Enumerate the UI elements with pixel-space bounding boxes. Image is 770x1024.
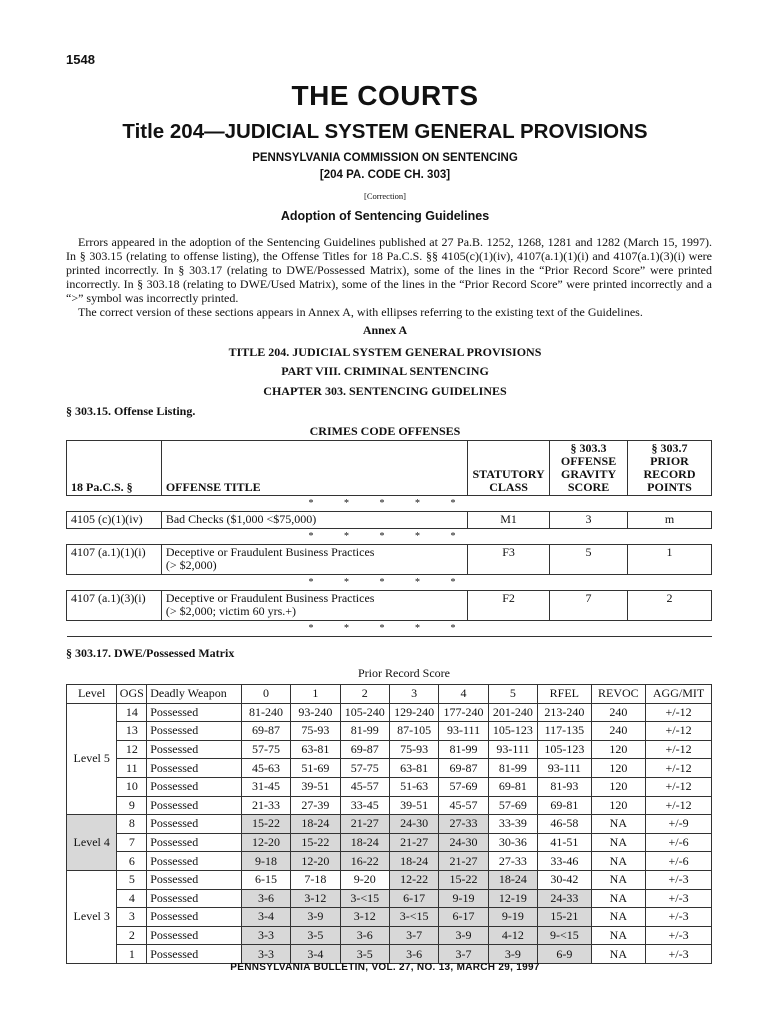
matrix-value-cell: +/-3 [646,870,712,889]
deadly-weapon-cell: Possessed [147,926,242,945]
crimes-code-heading: CRIMES CODE OFFENSES [309,424,461,438]
matrix-value-cell: 18-24 [389,852,438,871]
matrix-header-cell: OGS [117,685,147,704]
matrix-header-cell: 2 [340,685,389,704]
matrix-value-cell: 93-111 [538,759,591,778]
table-row [67,545,712,575]
dwe-possessed-matrix [66,684,712,964]
matrix-value-cell: NA [591,926,646,945]
matrix-value-cell: +/-6 [646,852,712,871]
deadly-weapon-cell: Possessed [147,870,242,889]
ogs-cell: 9 [117,796,147,815]
matrix-header-cell: 1 [291,685,340,704]
matrix-value-cell: 45-57 [340,777,389,796]
matrix-value-cell: 9-19 [439,889,488,908]
matrix-value-cell: 57-75 [241,740,290,759]
matrix-value-cell: 27-33 [439,815,488,834]
table-row [67,815,712,834]
intro-paragraph: Errors appeared in the adoption of the Sentencing Guidelines published at 27 Pa.B. 1252, 1268, 1281 and 1282 (March 15, 1997). In § 303.15 (relating to offense listing), the Offense Titles for 18 Pa.C.S. §§ 4105(c)(1)(iv), 4107(a.1)(1)(i) and 4107(a.1)(3)(i) were printed incorrectly. In § 303.17 (relating to DWE/Possessed Matrix), some of the lines in the “Prior Record Score” were printed incorrectly. In § 303.18 (relating to DWE/Used Matrix), some of the lines in the “Prior Record Score” were printed incorrectly and a “>” symbol was incorrectly printed. [66,235,712,305]
code-heading: [204 PA. CODE CH. 303] [319,169,451,181]
matrix-value-cell: 27-33 [488,852,537,871]
matrix-value-cell: 18-24 [488,870,537,889]
level-cell: Level 5 [67,703,117,815]
matrix-value-cell: 75-93 [389,740,438,759]
matrix-header-cell: 0 [241,685,290,704]
ogs-cell: 5 [117,870,147,889]
matrix-value-cell: 41-51 [538,833,591,852]
offense-title-cell: Deceptive or Fraudulent Business Practices (> $2,000) [161,545,467,575]
deadly-weapon-cell: Possessed [147,740,242,759]
matrix-value-cell: 15-21 [538,908,591,927]
matrix-value-cell: 69-87 [340,740,389,759]
matrix-value-cell: +/-9 [646,815,712,834]
matrix-value-cell: +/-3 [646,926,712,945]
matrix-value-cell: 81-99 [340,722,389,741]
chapter-line: CHAPTER 303. SENTENCING GUIDELINES [263,384,507,398]
matrix-value-cell: 6-17 [439,908,488,927]
ogs-cell: 13 [117,722,147,741]
annex-heading: Annex A [362,323,408,337]
ellipsis-row: * * * * * [67,575,712,591]
matrix-value-cell: NA [591,815,646,834]
matrix-value-cell: +/-12 [646,740,712,759]
matrix-value-cell: 39-51 [389,796,438,815]
table-row [67,889,712,908]
matrix-value-cell: 6-17 [389,889,438,908]
table-row [67,945,712,964]
ogs-cell: 14 [117,703,147,722]
matrix-value-cell: 3-4 [291,945,340,964]
deadly-weapon-cell: Possessed [147,945,242,964]
matrix-value-cell: +/-12 [646,759,712,778]
deadly-weapon-cell: Possessed [147,908,242,927]
matrix-value-cell: 39-51 [291,777,340,796]
matrix-value-cell: NA [591,833,646,852]
ogs-cell: 12 [117,740,147,759]
matrix-value-cell: 51-69 [291,759,340,778]
level-cell: Level 4 [67,815,117,871]
matrix-value-cell: 9-20 [340,870,389,889]
table-row [67,759,712,778]
matrix-value-cell: 4-12 [488,926,537,945]
matrix-value-cell: 81-99 [488,759,537,778]
matrix-value-cell: 33-45 [340,796,389,815]
matrix-value-cell: NA [591,908,646,927]
offense-table [66,440,712,637]
part-line: PART VIII. CRIMINAL SENTENCING [281,364,489,378]
matrix-value-cell: 9-19 [488,908,537,927]
table-row [67,833,712,852]
matrix-value-cell: 105-240 [340,703,389,722]
matrix-value-cell: 120 [591,759,646,778]
matrix-header-cell: 3 [389,685,438,704]
statute-cell: 4105 (c)(1)(iv) [67,512,162,529]
matrix-value-cell: 3-<15 [340,889,389,908]
matrix-value-cell: 33-39 [488,815,537,834]
gravity-cell: 5 [550,545,628,575]
class-cell: F3 [468,545,550,575]
matrix-value-cell: 3-3 [241,926,290,945]
matrix-value-cell: 12-22 [389,870,438,889]
deadly-weapon-cell: Possessed [147,889,242,908]
matrix-value-cell: 3-7 [389,926,438,945]
matrix-value-cell: 120 [591,796,646,815]
matrix-header-cell: REVOC [591,685,646,704]
matrix-value-cell: 120 [591,777,646,796]
matrix-value-cell: 57-69 [488,796,537,815]
matrix-value-cell: 6-15 [241,870,290,889]
statute-cell: 4107 (a.1)(1)(i) [67,545,162,575]
gravity-cell: 7 [550,591,628,621]
matrix-value-cell: 69-87 [241,722,290,741]
points-cell: 2 [628,591,712,621]
matrix-value-cell: 30-42 [538,870,591,889]
matrix-value-cell: 69-87 [439,759,488,778]
matrix-value-cell: 12-19 [488,889,537,908]
matrix-value-cell: 16-22 [340,852,389,871]
header-prior-points: § 303.7 PRIOR RECORD POINTS [628,441,712,496]
matrix-value-cell: 87-105 [389,722,438,741]
matrix-value-cell: 3-3 [241,945,290,964]
matrix-value-cell: 9-18 [241,852,290,871]
table-row [67,722,712,741]
matrix-header-cell: RFEL [538,685,591,704]
deadly-weapon-cell: Possessed [147,759,242,778]
table-row [67,740,712,759]
offense-title-cell: Bad Checks ($1,000 <$75,000) [161,512,467,529]
commission-heading: PENNSYLVANIA COMMISSION ON SENTENCING [252,152,518,164]
matrix-value-cell: 3-5 [340,945,389,964]
section-title: THE COURTS [291,80,479,111]
matrix-value-cell: 3-12 [291,889,340,908]
matrix-value-cell: 46-58 [538,815,591,834]
matrix-value-cell: 15-22 [439,870,488,889]
matrix-value-cell: +/-12 [646,703,712,722]
matrix-value-cell: 31-45 [241,777,290,796]
matrix-value-cell: 117-135 [538,722,591,741]
matrix-value-cell: 24-30 [389,815,438,834]
ellipsis-row: * * * * * [67,496,712,512]
table-row [67,908,712,927]
matrix-value-cell: 75-93 [291,722,340,741]
matrix-value-cell: 69-81 [538,796,591,815]
matrix-value-cell: NA [591,852,646,871]
deadly-weapon-cell: Possessed [147,796,242,815]
matrix-value-cell: 9-<15 [538,926,591,945]
matrix-value-cell: +/-3 [646,889,712,908]
matrix-value-cell: 81-93 [538,777,591,796]
matrix-header-cell: Deadly Weapon [147,685,242,704]
ellipsis-row: * * * * * [67,529,712,545]
deadly-weapon-cell: Possessed [147,722,242,741]
matrix-value-cell: 3-7 [439,945,488,964]
matrix-value-cell: NA [591,870,646,889]
matrix-value-cell: 21-27 [389,833,438,852]
section-303-17-heading: § 303.17. DWE/Possessed Matrix [66,646,235,660]
matrix-value-cell: 24-33 [538,889,591,908]
matrix-value-cell: 201-240 [488,703,537,722]
matrix-value-cell: 27-39 [291,796,340,815]
offense-header-row [67,441,712,496]
matrix-value-cell: 120 [591,740,646,759]
matrix-value-cell: 63-81 [291,740,340,759]
table-row [67,926,712,945]
matrix-value-cell: 45-63 [241,759,290,778]
matrix-value-cell: 240 [591,722,646,741]
adoption-heading: Adoption of Sentencing Guidelines [280,209,490,223]
matrix-value-cell: 213-240 [538,703,591,722]
ogs-cell: 6 [117,852,147,871]
header-class: STATUTORY CLASS [468,441,550,496]
deadly-weapon-cell: Possessed [147,777,242,796]
matrix-value-cell: +/-12 [646,796,712,815]
matrix-value-cell: 18-24 [291,815,340,834]
table-row [67,512,712,529]
matrix-value-cell: 3-9 [488,945,537,964]
section-303-15-heading: § 303.15. Offense Listing. [66,404,196,418]
matrix-value-cell: 24-30 [439,833,488,852]
matrix-value-cell: 3-4 [241,908,290,927]
header-gravity: § 303.3 OFFENSE GRAVITY SCORE [550,441,628,496]
matrix-value-cell: 15-22 [241,815,290,834]
deadly-weapon-cell: Possessed [147,815,242,834]
matrix-value-cell: 81-240 [241,703,290,722]
matrix-value-cell: +/-12 [646,777,712,796]
matrix-value-cell: 15-22 [291,833,340,852]
header-statute: 18 Pa.C.S. § [67,441,162,496]
matrix-value-cell: NA [591,889,646,908]
matrix-value-cell: 33-46 [538,852,591,871]
deadly-weapon-cell: Possessed [147,852,242,871]
matrix-value-cell: +/-3 [646,908,712,927]
matrix-value-cell: 3-9 [291,908,340,927]
matrix-value-cell: +/-3 [646,945,712,964]
ogs-cell: 4 [117,889,147,908]
matrix-value-cell: 129-240 [389,703,438,722]
matrix-value-cell: 105-123 [488,722,537,741]
matrix-value-cell: 51-63 [389,777,438,796]
table-row [67,796,712,815]
matrix-value-cell: 6-9 [538,945,591,964]
points-cell: 1 [628,545,712,575]
matrix-value-cell: 21-27 [439,852,488,871]
matrix-value-cell: 3-<15 [389,908,438,927]
table-row [67,703,712,722]
correction-note: [Correction] [363,191,406,201]
ogs-cell: 3 [117,908,147,927]
ogs-cell: 11 [117,759,147,778]
ogs-cell: 2 [117,926,147,945]
ogs-cell: 1 [117,945,147,964]
matrix-value-cell: 12-20 [241,833,290,852]
matrix-header-cell: Level [67,685,117,704]
ogs-cell: 10 [117,777,147,796]
matrix-value-cell: 69-81 [488,777,537,796]
matrix-value-cell: 3-6 [340,926,389,945]
class-cell: F2 [468,591,550,621]
matrix-value-cell: NA [591,945,646,964]
subtitle: Title 204—JUDICIAL SYSTEM GENERAL PROVISIONS [122,120,648,143]
page-number: 1548 [66,52,95,67]
table-row [67,591,712,621]
matrix-header-cell: 5 [488,685,537,704]
matrix-value-cell: 7-18 [291,870,340,889]
matrix-value-cell: 93-111 [488,740,537,759]
deadly-weapon-cell: Possessed [147,833,242,852]
class-cell: M1 [468,512,550,529]
matrix-value-cell: 177-240 [439,703,488,722]
matrix-value-cell: +/-12 [646,722,712,741]
table-row [67,852,712,871]
statute-cell: 4107 (a.1)(3)(i) [67,591,162,621]
gravity-cell: 3 [550,512,628,529]
matrix-value-cell: 3-6 [241,889,290,908]
title-line: TITLE 204. JUDICIAL SYSTEM GENERAL PROVISIONS [228,345,542,359]
matrix-value-cell: 12-20 [291,852,340,871]
ellipsis-row: * * * * * [67,621,712,637]
matrix-value-cell: 93-240 [291,703,340,722]
matrix-value-cell: 63-81 [389,759,438,778]
matrix-value-cell: 240 [591,703,646,722]
matrix-value-cell: 93-111 [439,722,488,741]
deadly-weapon-cell: Possessed [147,703,242,722]
matrix-value-cell: +/-6 [646,833,712,852]
matrix-value-cell: 18-24 [340,833,389,852]
matrix-value-cell: 30-36 [488,833,537,852]
offense-title-cell: Deceptive or Fraudulent Business Practices (> $2,000; victim 60 yrs.+) [161,591,467,621]
points-cell: m [628,512,712,529]
header-title: OFFENSE TITLE [161,441,467,496]
matrix-header-cell: AGG/MIT [646,685,712,704]
matrix-value-cell: 45-57 [439,796,488,815]
ogs-cell: 8 [117,815,147,834]
annex-paragraph: The correct version of these sections appears in Annex A, with ellipses referring to the existing text of the Guidelines. [78,305,643,319]
table-row [67,870,712,889]
matrix-value-cell: 81-99 [439,740,488,759]
level-cell: Level 3 [67,870,117,963]
prior-record-score-heading: Prior Record Score [358,666,450,680]
matrix-value-cell: 105-123 [538,740,591,759]
matrix-value-cell: 3-12 [340,908,389,927]
matrix-value-cell: 3-9 [439,926,488,945]
bulletin-footer: PENNSYLVANIA BULLETIN, VOL. 27, NO. 13, MARCH 29, 1997 [230,962,540,973]
matrix-value-cell: 57-69 [439,777,488,796]
matrix-value-cell: 3-6 [389,945,438,964]
matrix-header-row [67,685,712,704]
matrix-value-cell: 21-27 [340,815,389,834]
matrix-value-cell: 57-75 [340,759,389,778]
matrix-value-cell: 21-33 [241,796,290,815]
matrix-header-cell: 4 [439,685,488,704]
ogs-cell: 7 [117,833,147,852]
matrix-value-cell: 3-5 [291,926,340,945]
table-row [67,777,712,796]
